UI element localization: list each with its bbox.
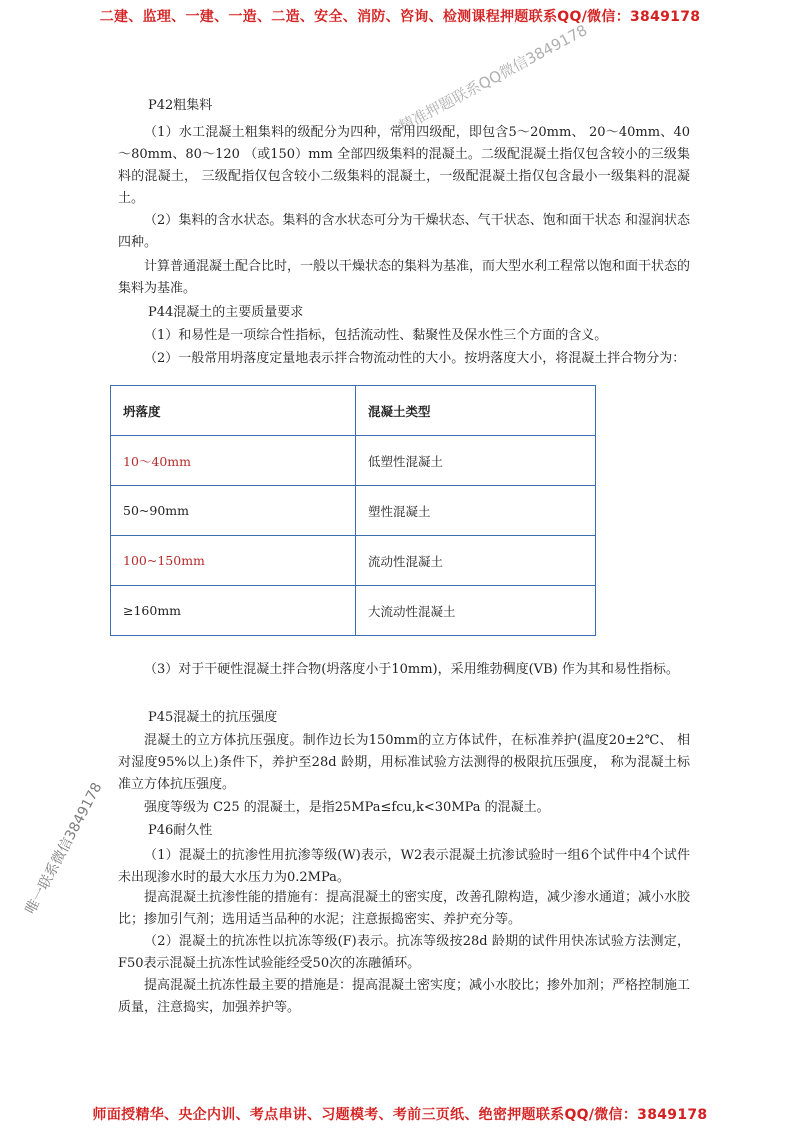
p44-paragraph-3: （3）对于干硬性混凝土拌合物(坍落度小于10mm)，采用维勃稠度(VB) 作为其和易性指标。 (144, 662, 679, 677)
p46-paragraph-4: 提高混凝土抗冻性最主要的措施是：提高混凝土密实度；减小水胶比；掺外加剂；严格控制施工质量，注意捣实，加强养护等。 (118, 978, 691, 1015)
table-cell: 塑性混凝土 (356, 486, 596, 536)
p42-paragraph-3: 计算普通混凝土配合比时，一般以干燥状态的集料为基准，而大型水利工程常以饱和面干状态的集料为基准。 (118, 259, 691, 296)
table-row (111, 586, 596, 636)
section-title-p46: P46耐久性 (148, 823, 213, 838)
table-header-cell: 坍落度 (111, 386, 356, 436)
section-title-p45: P45混凝土的抗压强度 (148, 710, 278, 725)
table-cell: 大流动性混凝土 (356, 586, 596, 636)
table-cell: ≥160mm (111, 586, 356, 636)
p46-paragraph-3: （2）混凝土的抗冻性以抗冻等级(F)表示。抗冻等级按28d 龄期的试件用快冻试验方法测定，F50表示混凝土抗冻性试验能经受50次的冻融循环。 (118, 934, 690, 971)
section-title-p44: P44混凝土的主要质量要求 (148, 305, 304, 320)
table-cell: 100~150mm (111, 536, 356, 586)
p42-paragraph-2: （2）集料的含水状态。集料的含水状态可分为干燥状态、气干状态、饱和面干状态 和湿润状态四种。 (118, 213, 690, 250)
p46-paragraph-2: 提高混凝土抗渗性能的措施有：提高混凝土的密实度，改善孔隙构造，减少渗水通道；减小水胶比；掺加引气剂；选用适当品种的水泥；注意振捣密实、养护充分等。 (118, 890, 691, 927)
header-banner: 二建、监理、一建、一造、二造、安全、消防、咨询、检测课程押题联系QQ/微信：3849178 (99, 9, 701, 25)
table-row (111, 486, 596, 536)
p44-paragraph-1: （1）和易性是一项综合性指标，包括流动性、黏聚性及保水性三个方面的含义。 (144, 328, 608, 343)
table-cell: 10～40mm (111, 436, 356, 486)
section-title-p42: P42粗集料 (148, 98, 213, 113)
p42-paragraph-1: （1）水工混凝土粗集料的级配分为四种，常用四级配，即包含5～20mm、 20～40mm、40～80mm、80～120 （或150）mm 全部四级集料的混凝土。二级配混凝土指仅包含较小的三级集料的混凝土， 三级配指仅包含较小二级集料的混凝土，一级配混凝土指仅包含最小一级集料的混凝土。 (118, 125, 690, 206)
table-cell: 流动性混凝土 (356, 536, 596, 586)
footer-banner: 师面授精华、央企内训、考点串讲、习题模考、考前三页纸、绝密押题联系QQ/微信：3849178 (92, 1107, 708, 1123)
table-cell: 50~90mm (111, 486, 356, 536)
slump-table (110, 385, 596, 636)
table-cell: 低塑性混凝土 (356, 436, 596, 486)
watermark-top: 精准押题联系QQ微信3849178 (395, 20, 591, 136)
table-header-row (111, 386, 596, 436)
p46-paragraph-1: （1）混凝土的抗渗性用抗渗等级(W)表示，W2表示混凝土抗渗试验时一组6个试件中4个试件未出现渗水时的最大水压力为0.2MPa。 (118, 848, 690, 885)
table-header-cell: 混凝土类型 (356, 386, 596, 436)
p45-paragraph-1: 混凝土的立方体抗压强度。制作边长为150mm的立方体试件，在标准养护(温度20±2℃、 相对湿度95%以上)条件下，养护至28d 龄期，用标准试验方法测得的极限抗压强度， 称为混凝土标准立方体抗压强度。 (118, 733, 690, 792)
p45-paragraph-2: 强度等级为 C25 的混凝土，是指25MPa≤fcu,k<30MPa 的混凝土。 (144, 800, 550, 815)
watermark-side: 唯一联系微信3849178 (22, 780, 106, 917)
table-row (111, 536, 596, 586)
table-row (111, 436, 596, 486)
p44-paragraph-2: （2）一般常用坍落度定量地表示拌合物流动性的大小。按坍落度大小，将混凝土拌合物分为： (144, 351, 686, 366)
